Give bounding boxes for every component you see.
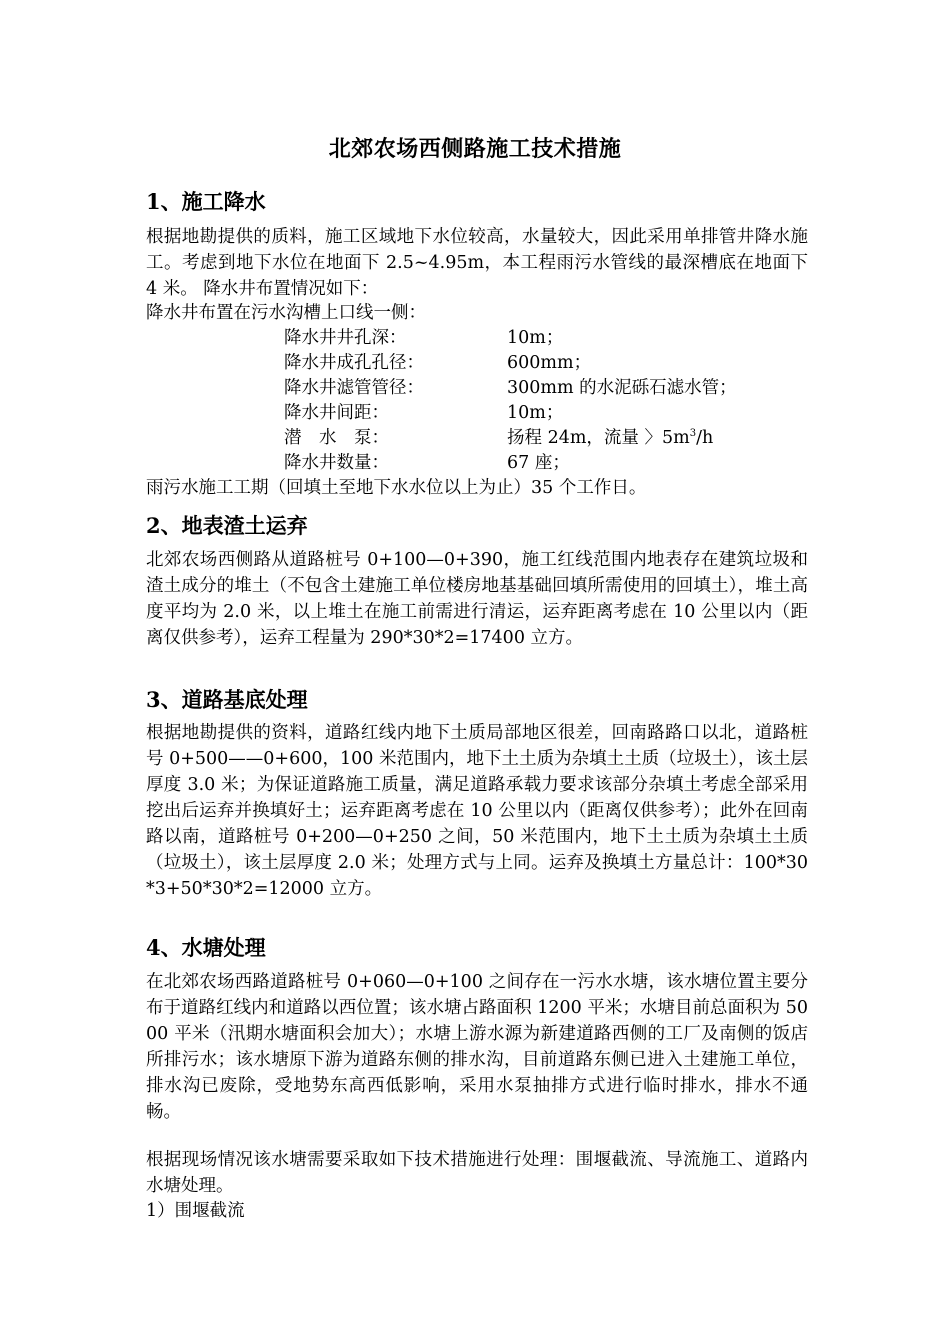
pump-spec-text: 扬程 24m，流量 〉5m bbox=[507, 428, 690, 448]
spec-label: 潜 水 泵： bbox=[284, 428, 389, 448]
spec-value: 300mm 的水泥砾石滤水管； bbox=[507, 378, 737, 398]
spec-label: 降水井滤管管径： bbox=[284, 378, 424, 398]
section-1-intro: 降水井布置在污水沟槽上口线一侧： bbox=[146, 303, 426, 323]
section-2-paragraph: 北郊农场西侧路从道路桩号 0+100—0+390，施工红线范围内地表存在建筑垃圾和渣土成分的堆土（不包含土建施工单位楼房地基基础回填所需使用的回填土），堆土高度平均为 2.0 米，以上堆土在施工前需进行清运，运弃距离考虑在 10 公里以内（距离仅供参考），运弃工程量为 290*30*2=17400 立方。 bbox=[146, 550, 808, 648]
spec-label: 降水井数量： bbox=[284, 453, 389, 473]
section-3-paragraph: 根据地勘提供的资料，道路红线内地下土质局部地区很差，回南路路口以北，道路桩号 0+500——0+600，100 米范围内，地下土土质为杂填土土质（垃圾土），该土层厚度 3.0 米；为保证道路施工质量，满足道路承载力要求该部分杂填土考虑全部采用挖出后运弃并换填好土；运弃距离考虑在 10 公里以内（距离仅供参考）；此外在回南路以南，道路桩号 0+200—0+250 之间，50 米范围内，地下土土质为杂填土土质（垃圾土），该土层厚度 2.0 米；处理方式与上同。运弃及换填土方量总计：100*30*3+50*30*2=12000 立方。 bbox=[146, 723, 808, 899]
section-1-period: 雨污水施工工期（回填土至地下水水位以上为止）35 个工作日。 bbox=[146, 478, 647, 498]
spec-label: 降水井成孔孔径： bbox=[284, 353, 424, 373]
section-2-heading: 2、地表渣土运弃 bbox=[146, 513, 308, 538]
section-4-paragraph-2: 根据现场情况该水塘需要采取如下技术措施进行处理：围堰截流、导流施工、道路内水塘处理。 bbox=[146, 1150, 808, 1196]
pump-spec-superscript: 3 bbox=[689, 428, 697, 440]
spec-value: 10m； bbox=[507, 328, 564, 348]
section-4-heading: 4、水塘处理 bbox=[146, 935, 266, 960]
spec-label: 降水井间距： bbox=[284, 403, 389, 423]
section-4-paragraph-1: 在北郊农场西路道路桩号 0+060—0+100 之间存在一污水水塘，该水塘位置主要分布于道路红线内和道路以西位置；该水塘占路面积 1200 平米；水塘目前总面积为 5000 平米（汛期水塘面积会加大）；水塘上游水源为新建道路西侧的工厂及南侧的饭店所排污水；该水塘原下游为道路东侧的排水沟，目前道路东侧已进入土建施工单位，排水沟已废除，受地势东高西低影响，采用水泵抽排方式进行临时排水，排水不通畅。 bbox=[146, 972, 808, 1122]
spec-value: 67 座； bbox=[507, 453, 570, 473]
subsection-1-heading: 1）围堰截流 bbox=[146, 1201, 245, 1221]
section-3-heading: 3、道路基底处理 bbox=[146, 687, 308, 712]
document-title: 北郊农场西侧路施工技术措施 bbox=[328, 136, 622, 162]
spec-value: 10m； bbox=[507, 403, 564, 423]
spec-label: 降水井井孔深： bbox=[284, 328, 407, 348]
pump-spec-unit: /h bbox=[696, 428, 714, 448]
section-1-paragraph: 根据地勘提供的质料，施工区域地下水位较高，水量较大，因此采用单排管井降水施工。考虑到地下水位在地面下 2.5~4.95m，本工程雨污水管线的最深槽底在地面下 4 米。 降水井布置情况如下： bbox=[146, 227, 808, 299]
spec-value bbox=[507, 425, 713, 451]
spec-value: 600mm； bbox=[507, 353, 592, 373]
section-1-heading: 1、施工降水 bbox=[146, 189, 266, 214]
